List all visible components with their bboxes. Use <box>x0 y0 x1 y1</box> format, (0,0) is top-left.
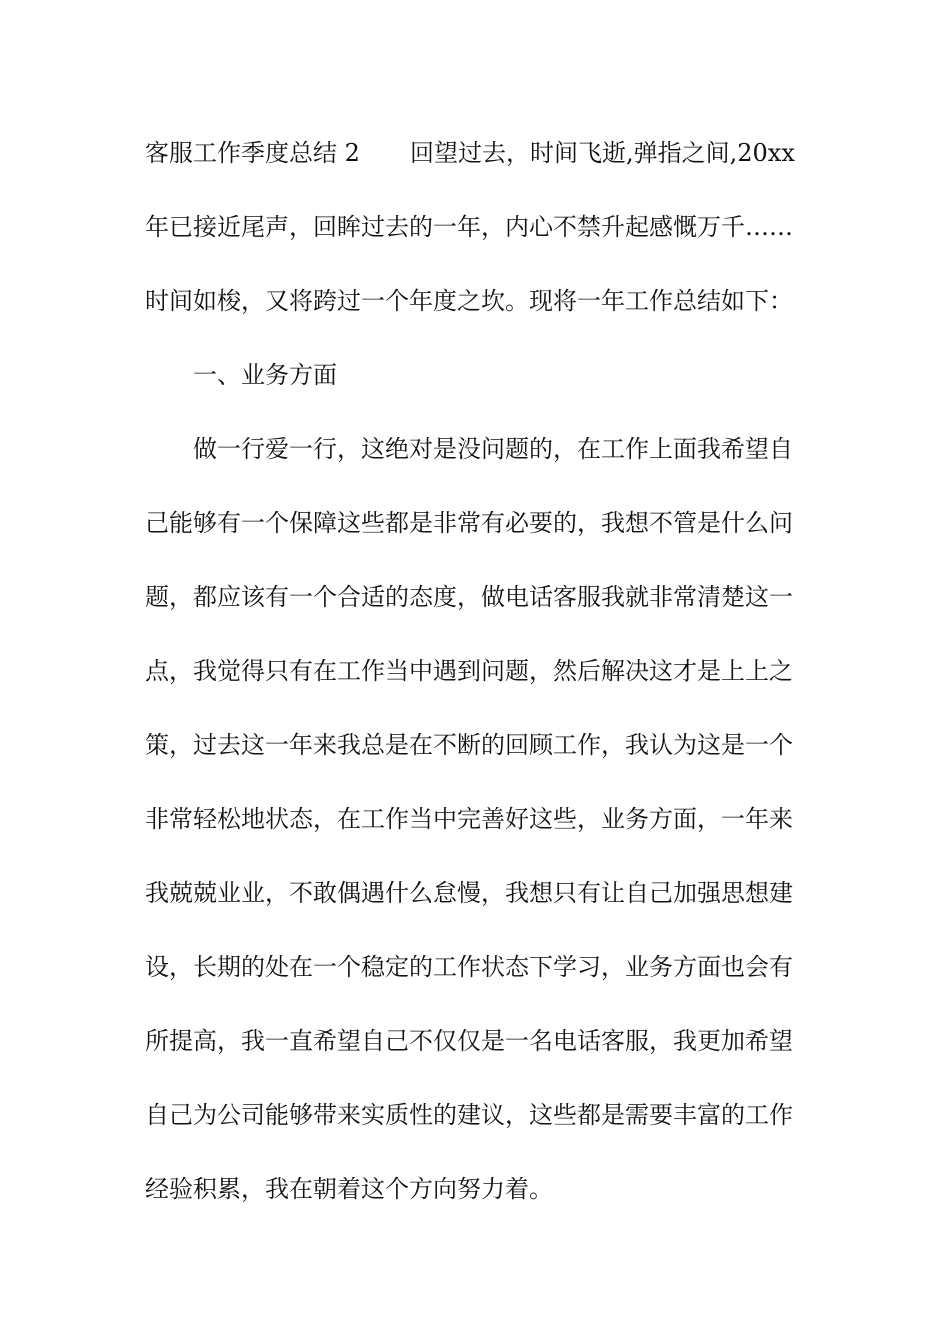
text-line-1 <box>145 137 810 169</box>
text-line-2: 年已接近尾声，回眸过去的一年，内心不禁升起感慨万千…… <box>145 213 793 241</box>
document-title: 客服工作季度总结 2 <box>145 139 360 167</box>
paragraph-line-2: 己能够有一个保障这些都是非常有必要的，我想不管是什么问 <box>145 509 793 537</box>
paragraph-line-5: 策，过去这一年来我总是在不断的回顾工作，我认为这是一个 <box>145 731 793 759</box>
paragraph-line-7: 我兢兢业业，不敢偶遇什么怠慢，我想只有让自己加强思想建 <box>145 879 793 907</box>
paragraph-line-10: 自己为公司能够带来实质性的建议，这些都是需要丰富的工作 <box>145 1101 793 1129</box>
paragraph-line-4: 点，我觉得只有在工作当中遇到问题，然后解决这才是上上之 <box>145 657 793 685</box>
paragraph-line-6: 非常轻松地状态，在工作当中完善好这些，业务方面，一年来 <box>145 805 793 833</box>
paragraph-line-1: 做一行爱一行，这绝对是没问题的，在工作上面我希望自 <box>193 435 793 463</box>
paragraph-line-9: 所提高，我一直希望自己不仅仅是一名电话客服，我更加希望 <box>145 1027 793 1055</box>
section-heading: 一、业务方面 <box>193 361 337 389</box>
paragraph-line-11: 经验积累，我在朝着这个方向努力着。 <box>145 1175 553 1203</box>
text-line-1-body: 回望过去，时间飞逝,弹指之间,20xx <box>410 139 795 167</box>
paragraph-line-8: 设，长期的处在一个稳定的工作状态下学习，业务方面也会有 <box>145 953 793 981</box>
text-line-3: 时间如梭，又将跨过一个年度之坎。现将一年工作总结如下： <box>145 287 793 315</box>
paragraph-line-3: 题，都应该有一个合适的态度，做电话客服我就非常清楚这一 <box>145 583 793 611</box>
